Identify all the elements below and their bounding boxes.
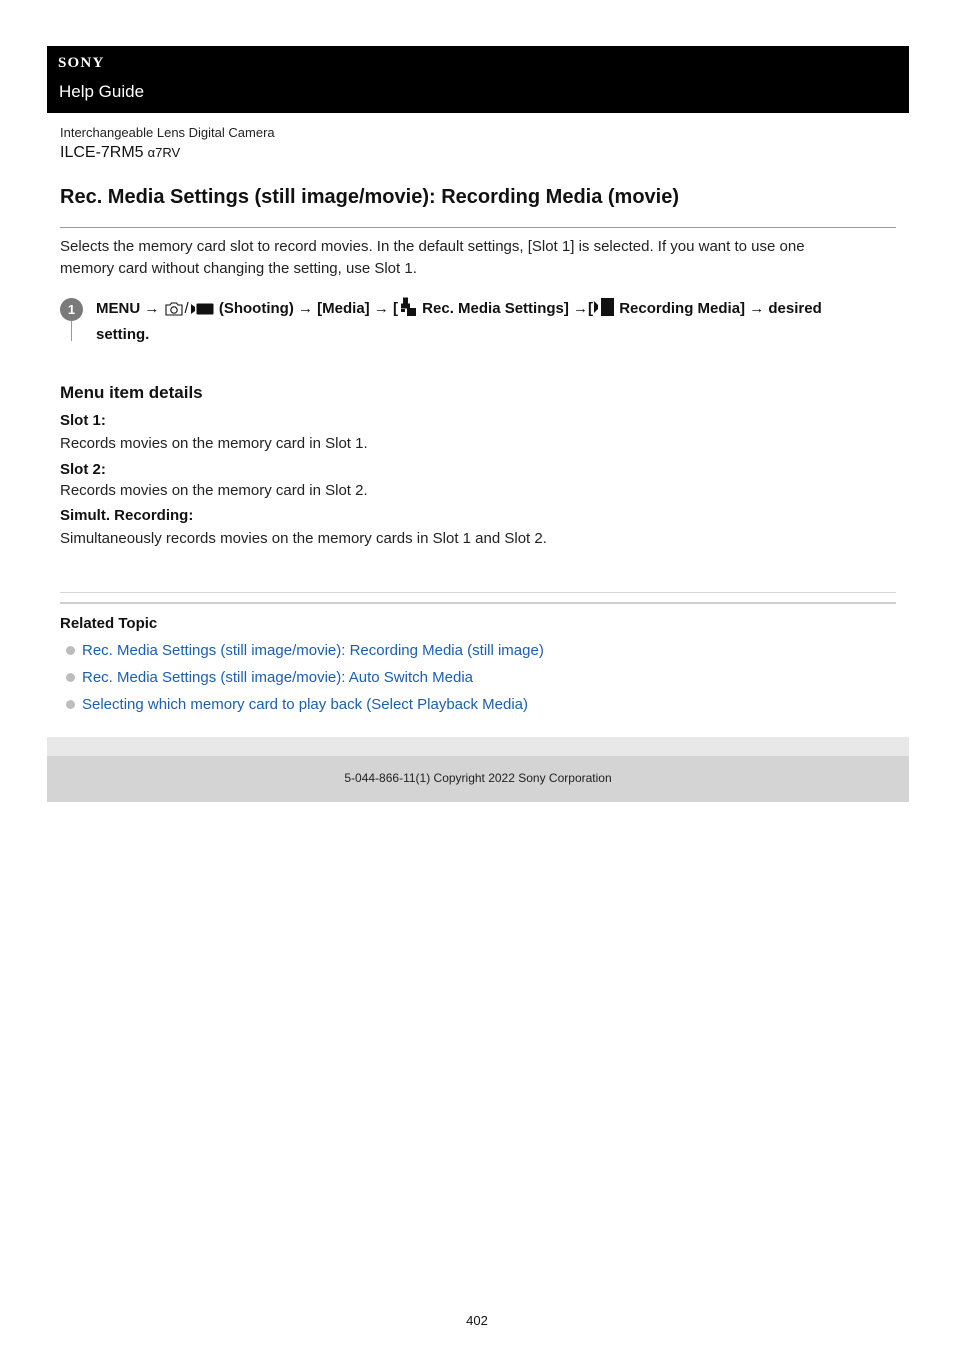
step-number-badge: 1 [60, 298, 83, 321]
term-slot-2: Slot 2: [60, 461, 106, 478]
desc-simult-recording: Simultaneously records movies on the memory cards in Slot 1 and Slot 2. [60, 530, 547, 547]
desc-slot-2: Records movies on the memory card in Slot 2. [60, 482, 368, 499]
model-code: ILCE-7RM5 [60, 144, 144, 161]
menu-details-heading: Menu item details [60, 383, 203, 402]
step-connector-line [71, 321, 72, 341]
related-topic-heading: Related Topic [60, 615, 158, 632]
slash-separator: / [184, 300, 189, 317]
intro-text: Selects the memory card slot to record movies. In the default settings, [Slot 1] is selected. If you want to use one memory card without changing the setting, use Slot 1. [60, 238, 805, 277]
help-guide-title: Help Guide [59, 82, 145, 101]
page-title: Rec. Media Settings (still image/movie): Recording Media (movie) [60, 186, 680, 208]
sony-logo: SONY [58, 55, 105, 71]
footer-top-band [47, 737, 909, 756]
step-setting-text: setting. [96, 326, 150, 343]
model-alias: α7RV [147, 145, 181, 160]
step-shooting-text: (Shooting) → [Media] → [ [218, 300, 398, 317]
copyright-text: 5-044-866-11(1) Copyright 2022 Sony Corporation [344, 771, 612, 785]
model-name [60, 144, 180, 162]
bullet-icon [66, 646, 75, 655]
related-topic-item [66, 696, 528, 713]
bullet-icon [66, 673, 75, 682]
related-topic-item [66, 642, 544, 659]
step-menu-text: MENU → [96, 300, 160, 317]
camera-icon [164, 301, 184, 324]
term-simult-recording: Simult. Recording: [60, 507, 194, 524]
section-divider-thin [60, 592, 896, 593]
movie-recording-icon [593, 297, 615, 324]
step-recording-media-text: Recording Media] → desired [619, 300, 822, 317]
step-rec-media-text: Rec. Media Settings] →[ [422, 300, 594, 317]
term-slot-1: Slot 1: [60, 412, 106, 429]
step-instruction [96, 297, 886, 346]
title-divider [60, 227, 896, 228]
media-settings-icon [398, 297, 418, 324]
related-link-auto-switch-media[interactable]: Rec. Media Settings (still image/movie): Auto Switch Media [82, 669, 473, 686]
product-type: Interchangeable Lens Digital Camera [60, 125, 275, 140]
related-link-select-playback-media[interactable]: Selecting which memory card to play back (Select Playback Media) [82, 696, 529, 713]
page-number: 402 [466, 1313, 488, 1328]
bullet-icon [66, 700, 75, 709]
related-topic-item [66, 669, 473, 686]
header-bar [47, 46, 909, 113]
footer [47, 756, 909, 802]
section-divider-thick [60, 602, 896, 604]
movie-icon [190, 301, 215, 324]
related-link-recording-media-still[interactable]: Rec. Media Settings (still image/movie): Recording Media (still image) [82, 642, 544, 659]
desc-slot-1: Records movies on the memory card in Slot 1. [60, 435, 368, 452]
